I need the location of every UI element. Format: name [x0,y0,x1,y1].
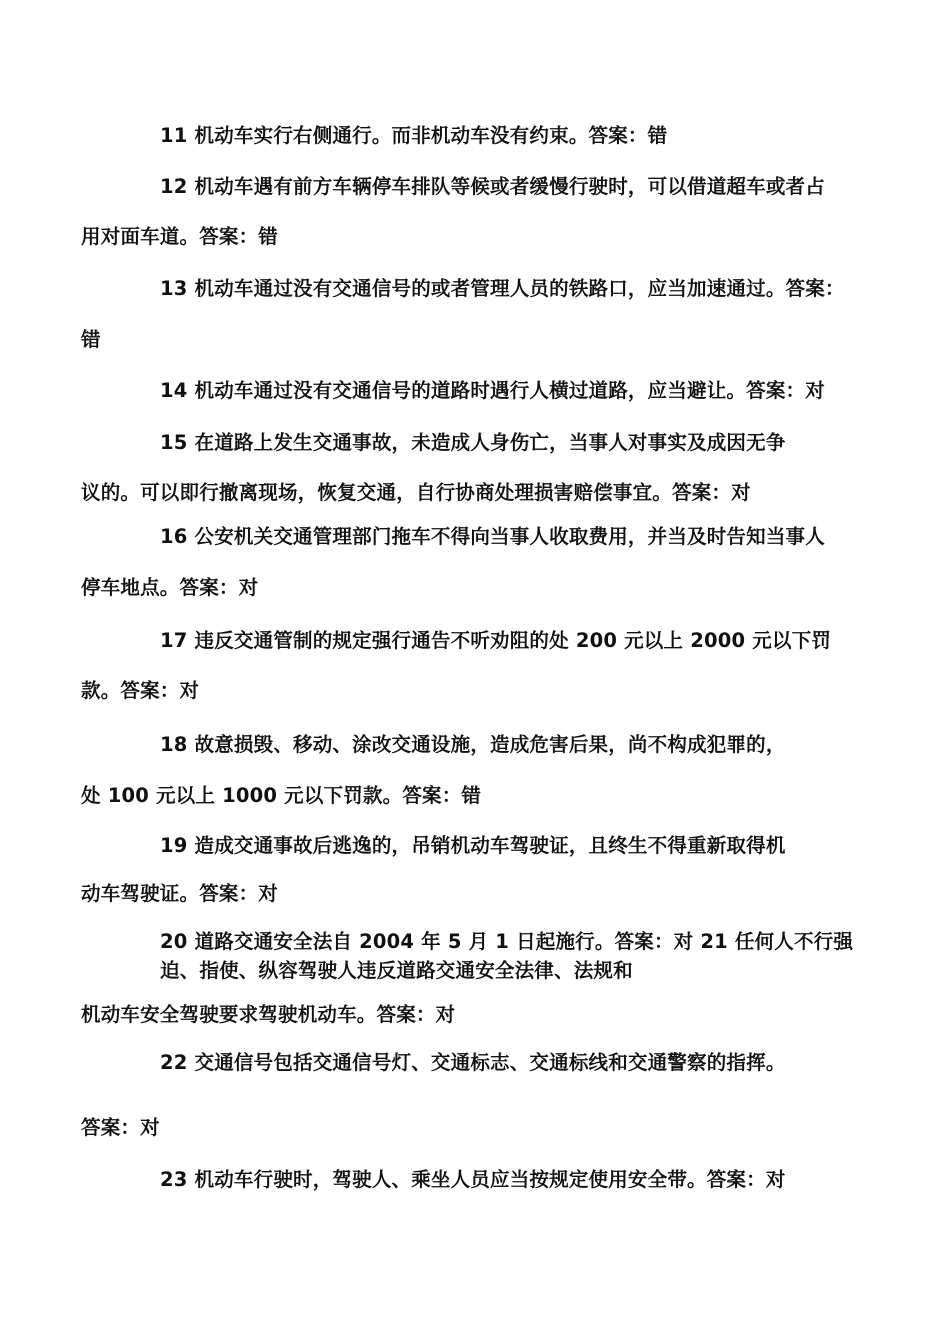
question-16-text: 16 公安机关交通管理部门拖车不得向当事人收取费用，并当及时告知当事人 [160,525,825,548]
question-13-text: 13 机动车通过没有交通信号的或者管理人员的铁路口，应当加速通过。答案： [160,277,845,300]
question-17-text: 17 违反交通管制的规定强行通告不听劝阻的处 200 元以上 2000 元以下罚 [160,629,832,652]
question-13-text-cont: 错 [81,328,101,351]
question-15-text: 15 在道路上发生交通事故，未造成人身伤亡，当事人对事实及成因无争 [160,431,786,454]
question-17-text-cont: 款。答案：对 [81,679,200,702]
question-19-text-cont: 动车驾驶证。答案：对 [81,882,279,905]
question-21-text-end: 机动车安全驾驶要求驾驶机动车。答案：对 [81,1003,456,1026]
question-22-answer: 答案：对 [81,1116,160,1139]
question-16-text-cont: 停车地点。答案：对 [81,576,259,599]
question-22-text: 22 交通信号包括交通信号灯、交通标志、交通标线和交通警察的指挥。 [160,1051,786,1074]
question-18-text: 18 故意损毁、移动、涂改交通设施，造成危害后果，尚不构成犯罪的， [160,733,786,756]
question-15-text-cont: 议的。可以即行撤离现场，恢复交通，自行协商处理损害赔偿事宜。答案：对 [81,481,751,504]
question-12-text-cont: 用对面车道。答案：错 [81,225,279,248]
question-18-text-cont: 处 100 元以上 1000 元以下罚款。答案：错 [81,784,482,807]
question-11-text: 11 机动车实行右侧通行。而非机动车没有约束。答案：错 [160,124,668,147]
question-23-text: 23 机动车行驶时，驾驶人、乘坐人员应当按规定使用安全带。答案：对 [160,1168,786,1191]
question-19-text: 19 造成交通事故后逃逸的，吊销机动车驾驶证，且终生不得重新取得机 [160,834,786,857]
question-14-text: 14 机动车通过没有交通信号的道路时遇行人横过道路，应当避让。答案：对 [160,379,825,402]
question-12-text: 12 机动车遇有前方车辆停车排队等候或者缓慢行驶时，可以借道超车或者占 [160,175,825,198]
question-20-21-text: 20 道路交通安全法自 2004 年 5 月 1 日起施行。答案：对 21 任何人不行强 [160,930,854,953]
question-21-text-cont: 迫、指使、纵容驾驶人违反道路交通安全法律、法规和 [160,959,633,982]
